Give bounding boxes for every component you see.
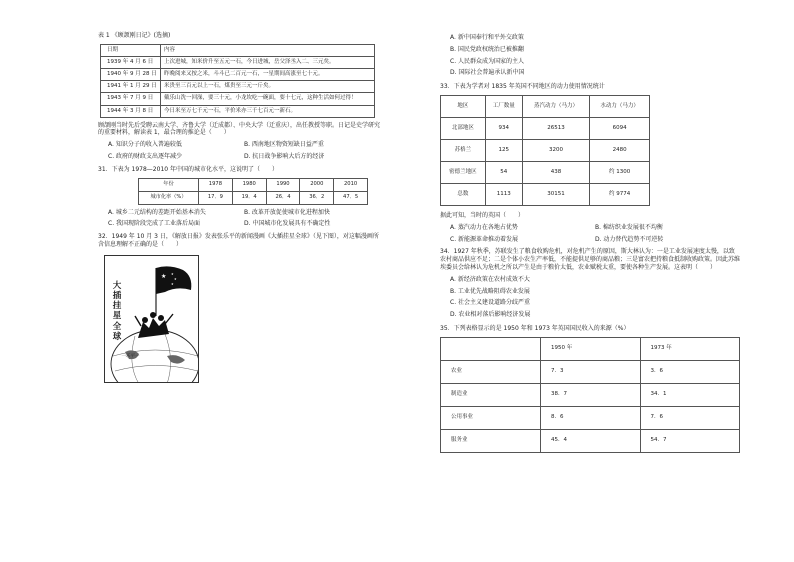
table-cell: 38．7 [541,383,641,406]
option-d[interactable]: D. 农业相对落后影响经济发展 [450,311,531,319]
table-cell: 17．9 [199,191,233,204]
table-cell: 934 [485,117,522,139]
table-cell: 26513 [522,117,589,139]
cartoon-caption: 大 插 挂 星 全 球 [112,280,122,342]
option-c[interactable]: C. 社会主义建设道路分歧严重 [450,299,531,307]
table-row [101,69,375,81]
table-cell: 苏格兰 [441,139,486,161]
table-cell: 125 [485,139,522,161]
table-cell: 公用事业 [441,406,541,429]
question-35-stem: 35．下列表格显示的是 1950 年和 1973 年英国国民收入的来源（%） [440,324,630,332]
table-header: 1973 年 [640,337,740,360]
table-header: 1990 [266,178,300,191]
table-cell: 约 1300 [590,161,650,183]
question-32-stem: 32．1949 年 10 月 3 日，《解放日报》发表张乐平的新闻漫画《大插挂星全球》（见下图），对这幅漫画所含信息理解不正确的是（ ） [98,233,379,249]
table-header: 内容 [161,44,375,56]
right-column [440,30,740,453]
svg-text:★: ★ [174,276,177,281]
table-header: 1950 年 [541,337,641,360]
power-usage-table [440,95,650,206]
option-b[interactable]: B. 棉纺织业发展很不均衡 [595,223,663,231]
option-d[interactable]: D. 动力替代趋势不可逆转 [595,235,664,243]
table-row [441,360,740,383]
table-cell: 城市化率（%） [139,191,199,204]
table-cell: 制造业 [441,383,541,406]
table-row [441,383,740,406]
option-a[interactable]: A. 新经济政策在农村成效不大 [450,275,530,283]
option-c[interactable]: C. 新能源革命推动着发展 [450,235,519,243]
option-c[interactable]: C. 政府的财政支出逐年减少 [108,153,183,161]
table-cell: 1943 年 7 月 9 日 [101,93,161,105]
table-cell: 约 9774 [590,183,650,205]
svg-text:★: ★ [171,271,174,276]
table-header: 工厂数量 [485,95,522,117]
table-cell: 54．7 [640,429,740,452]
urbanization-table [138,178,368,205]
table-cell: 1944 年 3 月 8 日 [101,105,161,117]
table-cell: 1939 年 4 月 6 日 [101,56,161,68]
table-cell: 总数 [441,183,486,205]
table-cell: 上次进城，知米价升至五元一石，今日进城，岳父泽丞入二、三元矣。 [161,56,375,68]
table-cell: 3200 [522,139,589,161]
table-row [101,56,375,68]
table-header [441,337,541,360]
table-cell: 36．2 [300,191,334,204]
option-b[interactable]: B. 国民党政权统治已被推翻 [450,45,524,53]
table-cell: 昨晚阅来又按之米，斗斗已二百元一石，一星期间高涨至七十元。 [161,69,375,81]
table-row [139,178,368,191]
table-cell: 47．5 [334,191,368,204]
table-header: 年份 [139,178,199,191]
svg-text:★: ★ [171,281,174,286]
option-d[interactable]: D. 国际社会普遍承认新中国 [450,69,525,77]
table-row [441,406,740,429]
option-a[interactable]: A. 蒸汽动力在各地占优势 [450,223,518,231]
option-b[interactable]: B. 改革开放促使城市化进程加快 [244,208,330,216]
cartoon-image [104,255,199,383]
table-cell: 戴乐山洗一回澡，要三十元，小龙坎吃一碗面，要十七元，这种生活如何过得！ [161,93,375,105]
table-cell: 2480 [590,139,650,161]
table-cell: 7．3 [541,360,641,383]
option-b[interactable]: B. 西南地区物资短缺日益严重 [244,141,324,149]
left-column [98,30,380,383]
table1-caption: 表 1 《顾颉刚日记》(选摘) [98,32,171,39]
table-row [441,161,650,183]
table-cell: 密德兰地区 [441,161,486,183]
question-31-stem: 31．下表为 1978—2010 年中国的城市化水平，这说明了（ ） [98,165,278,173]
table-cell: 7．6 [640,406,740,429]
question-30-stem: 顾颉刚当时先后受聘云南大学、齐鲁大学（迁成都）、中央大学（迁重庆），出任教授等职。日记是史学研究的重要材料，解读表 1，最合理的推论是（ ） [98,121,381,137]
table-cell: 服务业 [441,429,541,452]
option-a[interactable]: A. 知识分子的收入普遍较低 [108,141,182,149]
table-cell: 6094 [590,117,650,139]
table-cell: 3．6 [640,360,740,383]
table-header: 水动力（马力） [590,95,650,117]
option-c[interactable]: C. 人民群众成为国家的主人 [450,57,525,65]
table-row [441,139,650,161]
table-header: 蒸汽动力（马力） [522,95,589,117]
table-cell: 34．1 [640,383,740,406]
table-cell: 1113 [485,183,522,205]
table-row [441,95,650,117]
table-cell: 45．4 [541,429,641,452]
table-header: 1978 [199,178,233,191]
table-cell: 30151 [522,183,589,205]
table-row [441,117,650,139]
option-d[interactable]: D. 抗日战争影响大后方的经济 [244,153,325,161]
table-cell: 1940 年 9 月 28 日 [101,69,161,81]
question-30-options [108,141,380,161]
table-cell: 8．6 [541,406,641,429]
table-cell: 19．4 [232,191,266,204]
table-cell: 26．4 [266,191,300,204]
table-row [101,81,375,93]
table-cell: 米贵至三百元以上一石，煤贵至三元一斤矣。 [161,81,375,93]
question-32-options [450,34,740,77]
option-d[interactable]: D. 中国城市化发展具有不确定性 [244,220,331,228]
option-a[interactable]: A. 新中国奉行和平外交政策 [450,34,524,41]
question-31-options [108,209,380,229]
option-b[interactable]: B. 工业优先战略阻碍农业发展 [450,287,530,295]
question-33-stem: 33．下表为学者对 1835 年英国不同地区的动力使用情况统计 [440,83,605,91]
table-header: 2000 [300,178,334,191]
cartoon-signature: 一乐平一 [121,353,139,359]
table-row [441,183,650,205]
table-row [101,93,375,105]
table-cell: 1941 年 1 月 29 日 [101,81,161,93]
table-cell: 54 [485,161,522,183]
question-33-options [450,224,740,244]
table-header: 1980 [232,178,266,191]
table-cell: 438 [522,161,589,183]
table-row [441,429,740,452]
question-34-stem: 34．1927 年秋季，苏联发生了粮食收购危机，对危机产生的原因，斯大林认为：一是工业发展速度太慢，以致农村商品供应不足；二是个体小农生产率低，不能提供足够的商品粮；三是富农把持粮食抵制收购政策。因此苏维埃委员会给林认为危机之所以产生是由于粮价太低，农业赋税太重，要使各种生产发展。这表明（ ） [440,248,741,271]
table-header: 日期 [101,44,161,56]
table-row [441,337,740,360]
option-a[interactable]: A. 城乡二元结构的差距开始基本消失 [108,208,206,216]
flag-star-icon: ★ [161,272,167,280]
table-header: 地区 [441,95,486,117]
question-34-options [450,276,740,319]
national-income-table [440,337,740,453]
table-row [101,105,375,117]
table-cell: 北部地区 [441,117,486,139]
option-c[interactable]: C. 我国现阶段完成了工业落后局面 [108,220,201,228]
question-33-question: 据此可知，当时的英国（ ） [440,211,525,219]
table-row [139,191,368,204]
diary-table [100,44,375,118]
table-header: 2010 [334,178,368,191]
table-cell: 农业 [441,360,541,383]
table-cell: 今日米至万七千元一石，平价米亦三千七百元一新石。 [161,105,375,117]
